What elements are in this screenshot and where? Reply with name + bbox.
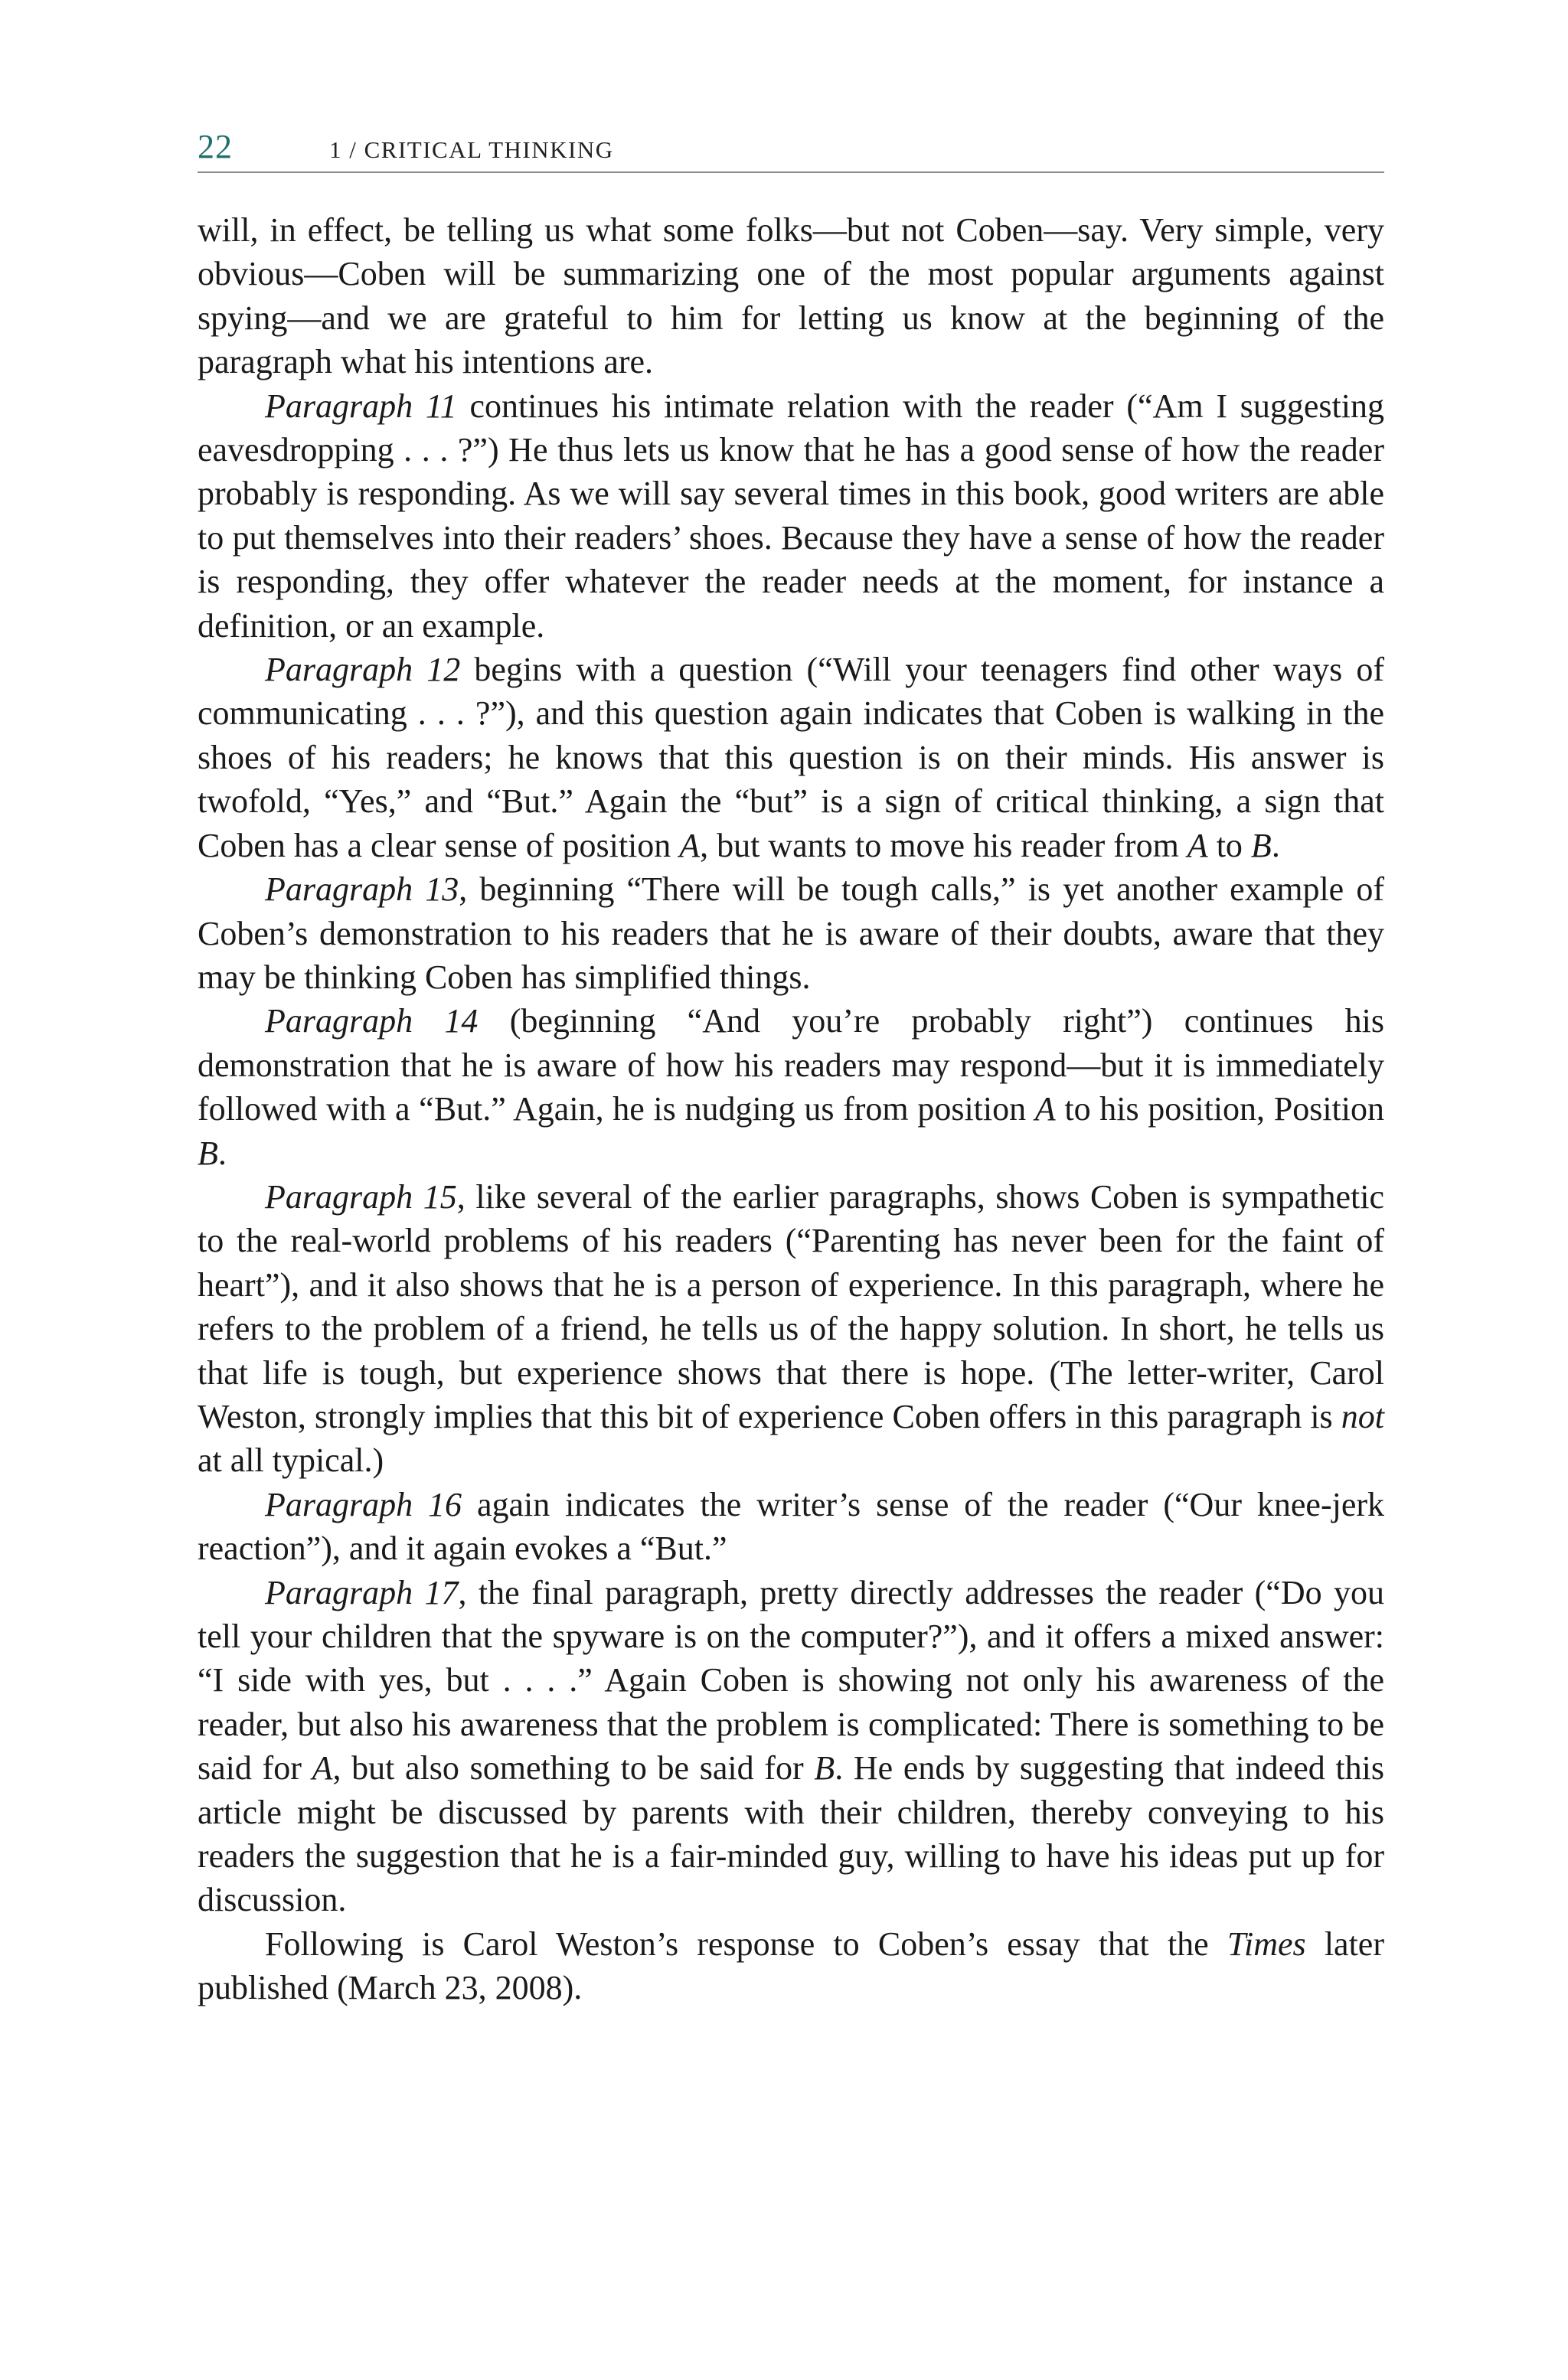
paragraph-p17	[198, 1571, 1384, 1922]
italic-text: B	[1250, 826, 1272, 864]
italic-text: A	[1187, 826, 1208, 864]
text-run: will, in effect, be telling us what some folks—but not Coben—say. Very simple, very obvious—Coben will be summarizing one of the most popular arguments against spying—and we are grateful to him for letting us know at the beginning of the paragraph what his intentions are.	[198, 211, 1384, 381]
italic-text: B	[814, 1749, 835, 1787]
text-run: begins with a question (“Will your teenagers find other ways of communicating . . . ?”), and this question again indicates that Coben is walking in the shoes of his readers; he knows that this question is on their minds. His answer is twofold, “Yes,” and “But.” Again the “but” is a sign of critical thinking, a sign that Coben has a clear sense of position	[198, 651, 1384, 864]
running-head: 1 / CRITICAL THINKING	[329, 136, 614, 163]
text-run: , but also something to be said for	[332, 1749, 815, 1787]
italic-text: Paragraph 11	[265, 387, 457, 425]
text-run: at all typical.)	[198, 1441, 384, 1480]
text-run: continues his intimate relation with the reader (“Am I suggesting eavesdropping . . . ?”) He thus lets us know that he has a good sense of how the reader probably is responding. As we will say several times in this book, good writers are able to put themselves into their readers’ shoes. Because they have a sense of how the reader is responding, they offer whatever the reader needs at the moment, for instance a definition, or an example.	[198, 387, 1385, 645]
text-run: (beginning “And you’re probably right”) continues his demonstration that he is aware of how his readers may respond—but it is immediately followed with a “But.” Again, he is nudging us from position	[198, 1002, 1385, 1128]
italic-text: Paragraph 15	[265, 1177, 457, 1216]
text-run: .	[1271, 826, 1280, 864]
paragraph-p11	[198, 384, 1384, 648]
paragraph-p14	[198, 999, 1384, 1175]
italic-text: Paragraph 12	[265, 651, 461, 689]
italic-text: B	[198, 1134, 218, 1172]
body-text	[198, 208, 1384, 2010]
text-run: , but wants to move his reader from	[700, 826, 1187, 864]
italic-text: Paragraph 17	[265, 1573, 459, 1611]
text-run: later published (March 23, 2008).	[198, 1925, 1384, 2007]
text-run: to	[1207, 826, 1251, 864]
page-header	[198, 121, 1384, 173]
text-run: to his position, Position	[1055, 1090, 1384, 1128]
text-run: again indicates the writer’s sense of the reader (“Our knee-jerk reaction”), and it again evokes a “But.”	[198, 1485, 1384, 1568]
text-run: , like several of the earlier paragraphs, shows Coben is sympathetic to the real-world problems of his readers (“Parenting has never been for the faint of heart”), and it also shows that he is a person of experience. In this paragraph, where he refers to the problem of a friend, he tells us of the happy solution. In short, he tells us that life is tough, but experience shows that there is hope. (The letter-writer, Carol Weston, strongly implies that this bit of experience Coben offers in this paragraph is	[198, 1177, 1384, 1435]
italic-text: Paragraph 13	[265, 870, 459, 909]
text-run: Following is Carol Weston’s response to Coben’s essay that the	[265, 1925, 1227, 1963]
text-run: . He ends by suggesting that indeed this article might be discussed by parents with their children, thereby conveying to his readers the suggestion that he is a fair-minded guy, willing to have his ideas put up for discussion.	[198, 1749, 1384, 1919]
italic-text: A	[1034, 1090, 1056, 1128]
page-number: 22	[198, 128, 233, 165]
paragraph-p16	[198, 1483, 1384, 1571]
paragraph-p12	[198, 648, 1384, 867]
paragraph-p13	[198, 867, 1384, 999]
italic-text: not	[1341, 1397, 1384, 1435]
paragraph-p18	[198, 1922, 1384, 2010]
text-run: , beginning “There will be tough calls,” is yet another example of Coben’s demonstration to his readers that he is aware of their doubts, aware that they may be thinking Coben has simplified things.	[198, 870, 1384, 996]
italic-text: Times	[1227, 1925, 1306, 1963]
italic-text: A	[679, 826, 701, 864]
italic-text: Paragraph 14	[265, 1002, 479, 1040]
italic-text: Paragraph 16	[265, 1485, 462, 1523]
paragraph-p0	[198, 208, 1384, 384]
italic-text: A	[312, 1749, 333, 1787]
text-run: .	[217, 1134, 227, 1172]
text-run: , the final paragraph, pretty directly addresses the reader (“Do you tell your children that the spyware is on the computer?”), and it offers a mixed answer: “I side with yes, but . . . .” Again Coben is showing not only his awareness of the reader, but also his awareness that the problem is complicated: There is something to be said for	[198, 1573, 1385, 1787]
paragraph-p15	[198, 1175, 1384, 1483]
